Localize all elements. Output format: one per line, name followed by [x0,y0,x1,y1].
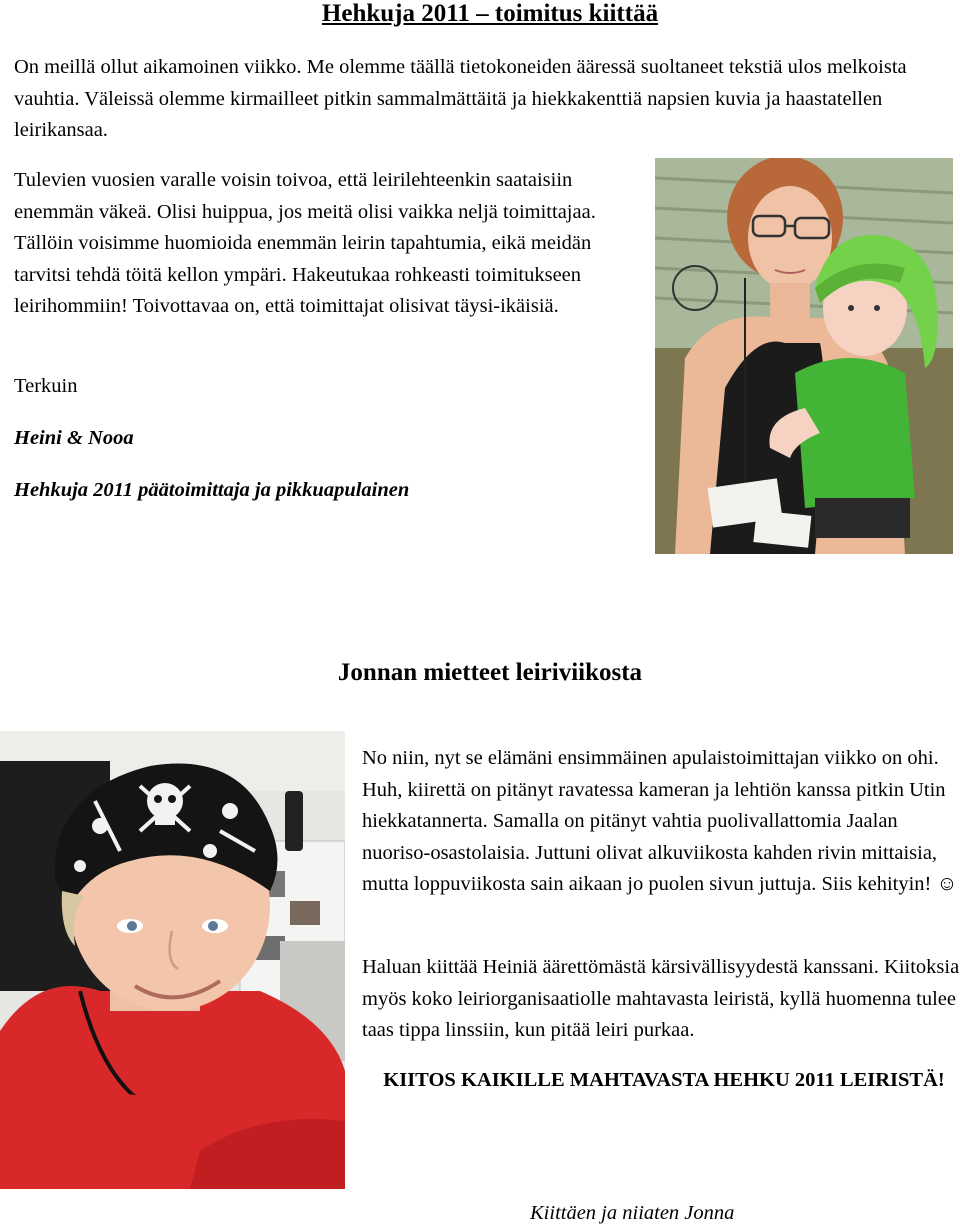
photo-editor-with-child [655,158,953,554]
thanks-paragraph: Haluan kiittää Heiniä äärettömästä kärsivällisyydestä kanssani. Kiitoksia myös koko leiriorganisaatiolle mahtavasta leiristä, kyllä huomenna tulee taas tippa linssiin, kun pitää leiri purkaa. [362,956,960,1041]
thanks-banner: KIITOS KAIKILLE MAHTAVASTA HEHKU 2011 LEIRISTÄ! [383,1069,945,1091]
wish-paragraph: Tulevien vuosien varalle voisin toivoa, että leirilehteenkin saataisiin enemmän väkeä. Olisi huippua, jos meitä olisi vaikka neljä toimittajaa. Tällöin voisimme huomioida enemmän leirin tapahtumia, eikä meidän tarvitsi tehdä töitä kellon ympäri. Hakeutukaa rohkeasti toimitukseen leirihommiin! Toivottavaa on, että toimittajat olisivat täysi-ikäisiä. [14,169,596,317]
photo-jonna [0,731,345,1189]
intro-paragraph: On meillä ollut aikamoinen viikko. Me olemme täällä tietokoneiden ääressä suoltaneet tekstiä ulos melkoista vauhtia. Väleissä olemme kirmailleet pitkin sammalmättäitä ja hiekkakenttiä napsien kuvia ja haastatellen leirikansaa. [14,56,907,141]
signature-names: Heini & Nooa [14,427,134,449]
signature-roles: Hehkuja 2011 päätoimittaja ja pikkuapulainen [14,479,410,501]
reflection-paragraph: No niin, nyt se elämäni ensimmäinen apulaistoimittajan viikko on ohi. Huh, kiirettä on pitänyt ravatessa kameran ja lehtiön kanssa pitkin Utin hiekkatannerta. Samalla on pitänyt vahtia puolivallattomia Jaalan nuoriso-osastolaisia. Juttuni olivat alkuviikosta kahden rivin mittaisia, mutta loppuviikosta sain aikaan jo puolen sivun juttuja. Siis kehityin! ☺ [362,747,958,895]
page-title: Hehkuja 2011 – toimitus kiittää [321,0,659,27]
section-heading: Jonnan mietteet leiriviikosta [337,659,643,686]
greeting-text: Terkuin [14,375,78,397]
signature-jonna: Kiittäen ja niiaten Jonna [530,1202,735,1224]
